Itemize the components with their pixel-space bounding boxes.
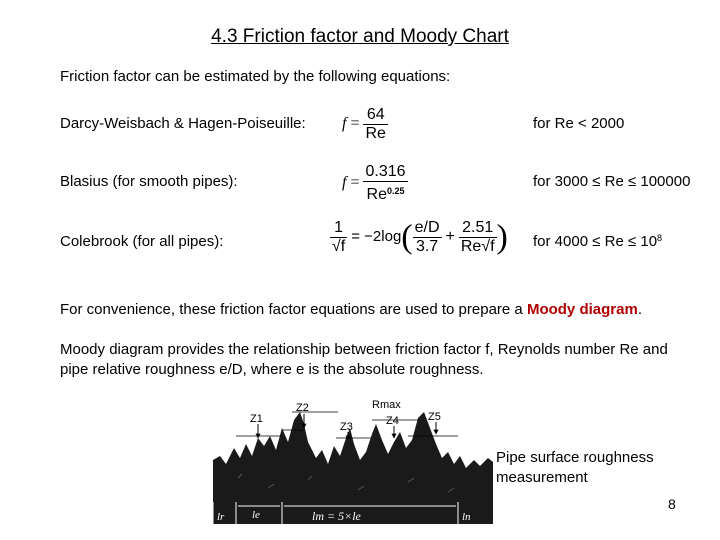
intro-text: Friction factor can be estimated by the following equations: — [60, 68, 451, 85]
page-title: 4.3 Friction factor and Moody Chart — [211, 26, 509, 47]
convenience-text: For convenience, these friction factor equations are used to prepare a Moody diagram. — [60, 301, 642, 318]
eq1-label: Darcy-Weisbach & Hagen-Poiseuille: — [60, 115, 306, 132]
label-z5: Z5 — [428, 411, 441, 423]
moody-description: Moody diagram provides the relationship between friction factor f, Reynolds number Re and pipe relative roughness e/D, where e is the absolute roughness. — [60, 341, 668, 378]
roughness-profile — [213, 412, 493, 524]
label-rmax: Rmax — [372, 399, 401, 411]
label-lr: lr — [217, 511, 225, 523]
label-z1: Z1 — [250, 413, 263, 425]
figure-caption: Pipe surface roughness measurement — [496, 449, 654, 486]
eq3-formula: $\frac{1}{√f}$ = −2log( $\frac{e/D}{3.7}$ + $\frac{2.51}{Re√f}$ ) — [332, 218, 508, 256]
label-lm: lm = 5×le — [312, 509, 361, 523]
label-le: le — [252, 509, 260, 521]
label-z3: Z3 — [340, 421, 353, 433]
label-ln: ln — [462, 511, 471, 523]
eq2-condition: for 3000 ≤ Re ≤ 100000 — [533, 173, 691, 190]
eq3-label: Colebrook (for all pipes): — [60, 233, 224, 250]
roughness-profile-figure — [208, 398, 493, 524]
label-z2: Z2 — [296, 402, 309, 414]
label-z4: Z4 — [386, 415, 399, 427]
eq2-formula: f = $\frac{0.316}{Re^{0.25}}$ — [342, 163, 406, 203]
page-number: 8 — [668, 496, 676, 512]
moody-diagram-highlight: Moody diagram — [526, 301, 638, 318]
eq2-label: Blasius (for smooth pipes): — [60, 173, 238, 190]
eq3-condition: for $4000 \le Re \le 10^8$ — [533, 233, 663, 250]
eq1-condition: for Re < 2000 — [533, 115, 625, 132]
eq1-formula: f = $\frac{64}{Re}$ — [342, 106, 386, 142]
